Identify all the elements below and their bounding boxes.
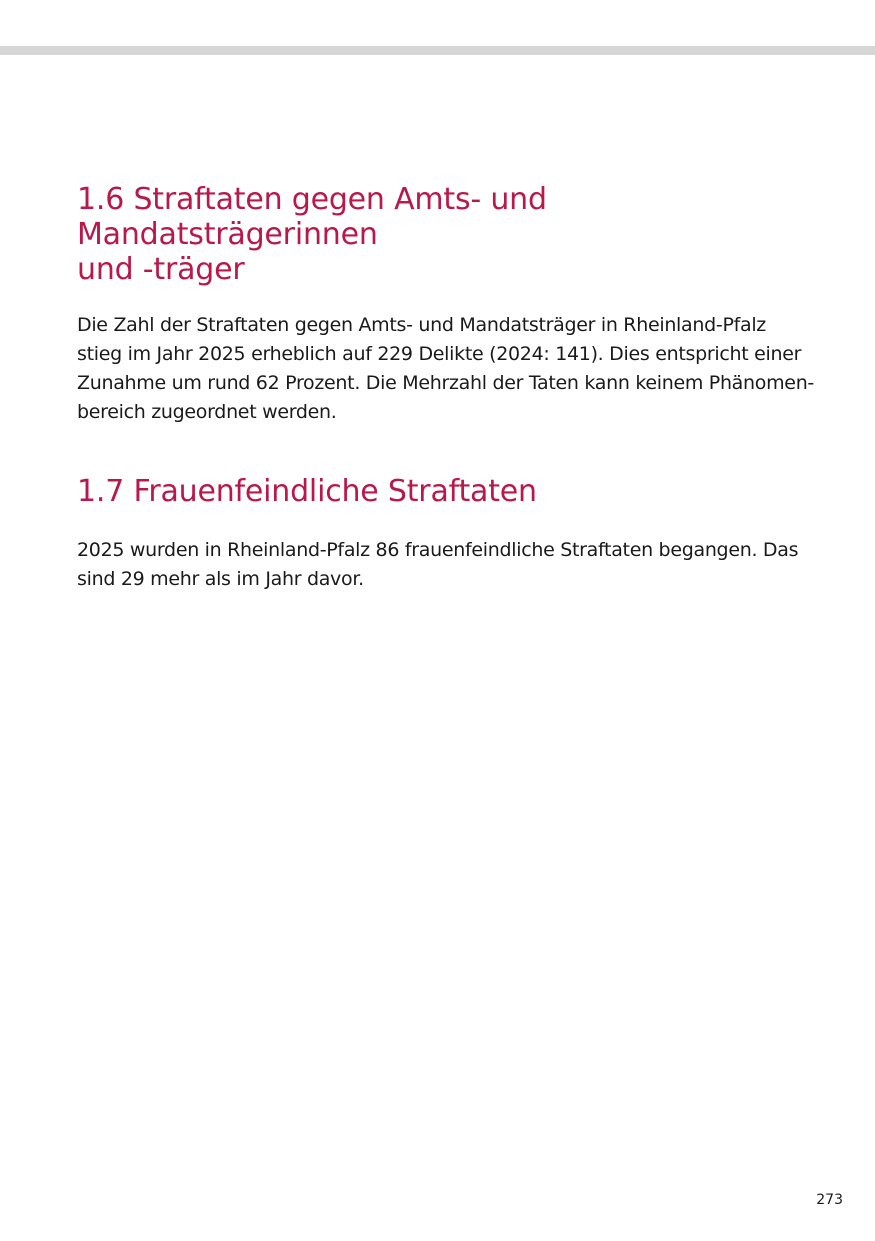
header-rule bbox=[0, 46, 875, 55]
section-frauenfeindliche-straftaten bbox=[77, 474, 797, 594]
paragraph-line: 2025 wurden in Rheinland-Pfalz 86 frauenfeindliche Straftaten begangen. Das bbox=[77, 539, 799, 561]
section-paragraph bbox=[77, 536, 797, 594]
heading-line: 1.6 Straftaten gegen Amts- und Mandatsträgerinnen bbox=[77, 182, 547, 252]
section-heading bbox=[77, 182, 797, 287]
paragraph-line: Zunahme um rund 62 Prozent. Die Mehrzahl der Taten kann keinem Phänomen- bbox=[77, 372, 814, 394]
section-paragraph bbox=[77, 311, 814, 427]
section-amts-und-mandatstraeger bbox=[77, 182, 814, 427]
paragraph-line: Die Zahl der Straftaten gegen Amts- und Mandatsträger in Rheinland-Pfalz bbox=[77, 314, 766, 336]
heading-line: 1.7 Frauenfeindliche Straftaten bbox=[77, 474, 537, 509]
page-number: 273 bbox=[816, 1192, 843, 1208]
paragraph-line: stieg im Jahr 2025 erheblich auf 229 Delikte (2024: 141). Dies entspricht einer bbox=[77, 343, 802, 365]
paragraph-line: bereich zugeordnet werden. bbox=[77, 401, 337, 423]
heading-line: und -träger bbox=[77, 252, 245, 287]
section-heading bbox=[77, 474, 797, 509]
paragraph-line: sind 29 mehr als im Jahr davor. bbox=[77, 568, 364, 590]
